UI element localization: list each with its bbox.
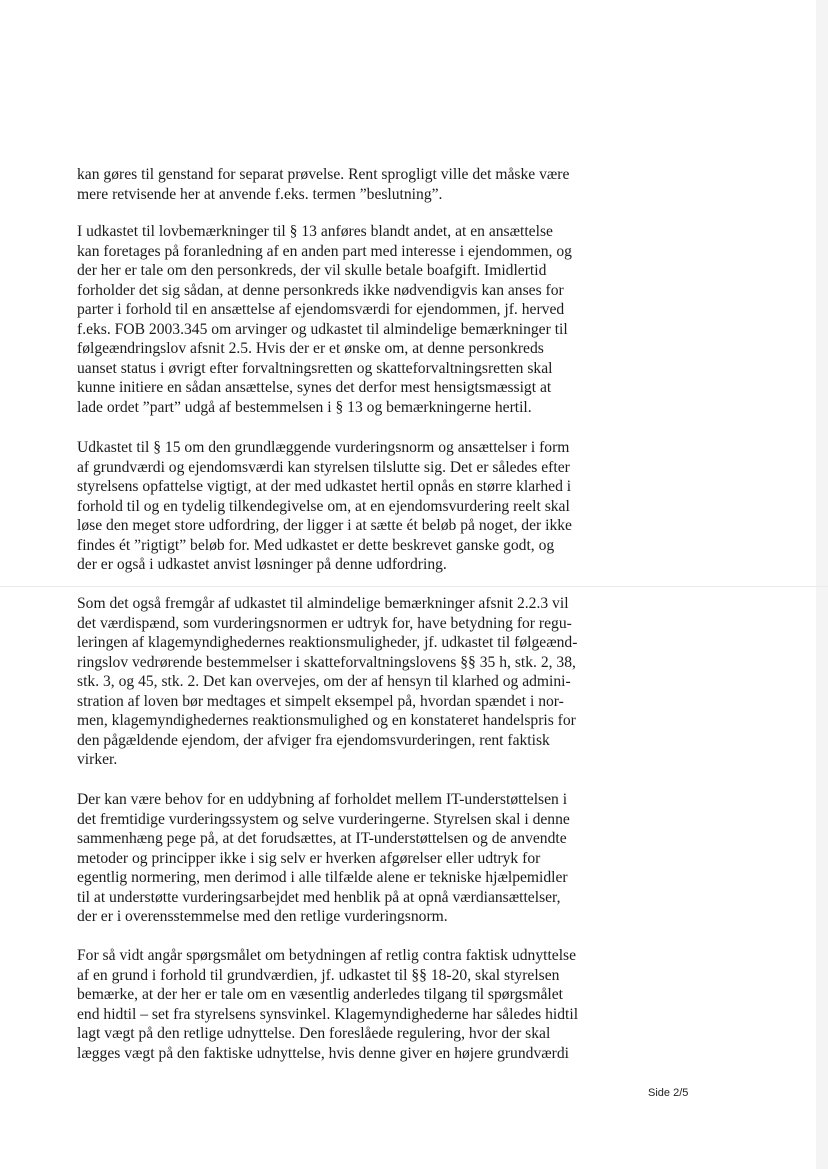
text-line: For så vidt angår spørgsmålet om betydningen af retlig contra faktisk udnyttelse — [77, 947, 577, 964]
text-line: følgeændringslov afsnit 2.5. Hvis der er et ønske om, at denne personkreds — [77, 340, 544, 357]
text-line: parter i forhold til en ansættelse af ejendomsværdi for ejendommen, jf. herved — [77, 301, 565, 318]
text-line: leringen af klagemyndighedernes reaktionsmuligheder, jf. udkastet til følgeænd- — [77, 634, 578, 651]
paragraph — [77, 946, 578, 1063]
text-line: den pågældende ejendom, der afviger fra ejendomsvurderingen, rent faktisk — [77, 731, 550, 749]
page-number: Side 2/5 — [648, 1087, 689, 1099]
text-line: virker. — [77, 751, 118, 768]
text-line: f.eks. FOB 2003.345 om arvinger og udkastet til almindelige bemærkninger til — [77, 320, 568, 338]
text-line: af en grund i forhold til grundværdien, jf. udkastet til §§ 18-20, skal styrelsen — [77, 966, 560, 984]
text-line: der her er tale om den personkreds, der vil skulle betale boafgift. Imidlertid — [77, 262, 547, 279]
text-line: der er i overensstemmelse med den retlige vurderingsnorm. — [77, 908, 448, 925]
text-line: styrelsens opfattelse vigtigt, at der med udkastet hertil opnås en større klarhed i — [77, 478, 572, 495]
paragraph — [77, 594, 577, 770]
text-line: end hidtil – set fra styrelsens synsvinkel. Klagemyndighederne har således hidtil — [77, 1005, 579, 1023]
text-line: det fremtidige vurderingssystem og selve vurderingerne. Styrelsen skal i denne — [77, 810, 570, 828]
text-line: findes ét ”rigtigt” beløb for. Med udkastet er dette beskrevet ganske godt, og — [77, 536, 555, 554]
text-line: ringslov vedrørende bestemmelser i skatteforvaltningslovens §§ 35 h, stk. 2, 38, — [77, 653, 576, 671]
text-line: kan gøres til genstand for separat prøvelse. Rent sprogligt ville det måske være — [77, 166, 570, 183]
text-line: Der kan være behov for en uddybning af forholdet mellem IT-understøttelsen i — [77, 791, 568, 808]
text-line: stration af loven bør medtages et simpelt eksempel på, hvordan spændet i nor- — [77, 692, 564, 710]
text-line: Udkastet til § 15 om den grundlæggende vurderingsnorm og ansættelser i form — [77, 439, 570, 456]
text-line: stk. 3, og 45, stk. 2. Det kan overvejes, om der af hensyn til klarhed og admini- — [77, 673, 571, 690]
text-line: Som det også fremgår af udkastet til almindelige bemærkninger afsnit 2.2.3 vil — [77, 595, 569, 612]
text-line: kan foretages på foranledning af en anden part med interesse i ejendommen, og — [77, 242, 572, 260]
text-line: metoder og principper ikke i sig selv er hverken afgørelser eller udtryk for — [77, 849, 541, 867]
paragraph — [77, 438, 572, 575]
text-line: egentlig normering, men derimod i alle tilfælde alene er tekniske hjælpemidler — [77, 869, 568, 886]
text-line: forholder det sig sådan, at denne personkreds ikke nødvendigvis kan anses for — [77, 281, 564, 299]
text-line: men, klagemyndighedernes reaktionsmulighed og en konstateret handelspris for — [77, 712, 576, 729]
text-line: forhold til og en tydelig tilkendegivelse om, at en ejendomsvurdering reelt skal — [77, 497, 570, 515]
text-line: uanset status i øvrigt efter forvaltningsretten og skatteforvaltningsretten skal — [77, 359, 553, 377]
text-line: det værdispænd, som vurderingsnormen er udtryk for, have betydning for regu- — [77, 614, 572, 632]
scan-edge — [816, 0, 828, 1169]
text-line: I udkastet til lovbemærkninger til § 13 anføres blandt andet, at en ansættelse — [77, 223, 553, 240]
text-line: der er også i udkastet anvist løsninger på denne udfordring. — [77, 556, 447, 573]
fold-line — [0, 586, 828, 587]
text-line: lade ordet ”part” udgå af bestemmelsen i § 13 og bemærkningerne hertil. — [77, 398, 532, 416]
text-line: løse den meget store udfordring, der ligger i at sætte ét beløb på noget, der ikke — [77, 517, 572, 534]
paragraph — [77, 165, 569, 204]
text-line: sammenhæng pege på, at det forudsættes, at IT-understøttelsen og de anvendte — [77, 830, 567, 847]
text-line: bemærke, at der her er tale om en væsentlig anderledes tilgang til spørgsmålet — [77, 986, 564, 1003]
text-line: kunne initiere en sådan ansættelse, synes det derfor mest hensigtsmæssigt at — [77, 379, 552, 396]
text-line: lægges vægt på den faktiske udnyttelse, hvis denne giver en højere grundværdi — [77, 1044, 569, 1062]
paragraph — [77, 222, 572, 417]
text-line: mere retvisende her at anvende f.eks. termen ”beslutning”. — [77, 185, 443, 203]
paragraph — [77, 790, 570, 927]
text-line: af grundværdi og ejendomsværdi kan styrelsen tilslutte sig. Det er således efter — [77, 458, 570, 476]
text-line: lagt vægt på den retlige udnyttelse. Den foreslåede regulering, hvor der skal — [77, 1025, 551, 1042]
text-line: til at understøtte vurderingsarbejdet med henblik på at opnå værdiansættelser, — [77, 888, 561, 906]
